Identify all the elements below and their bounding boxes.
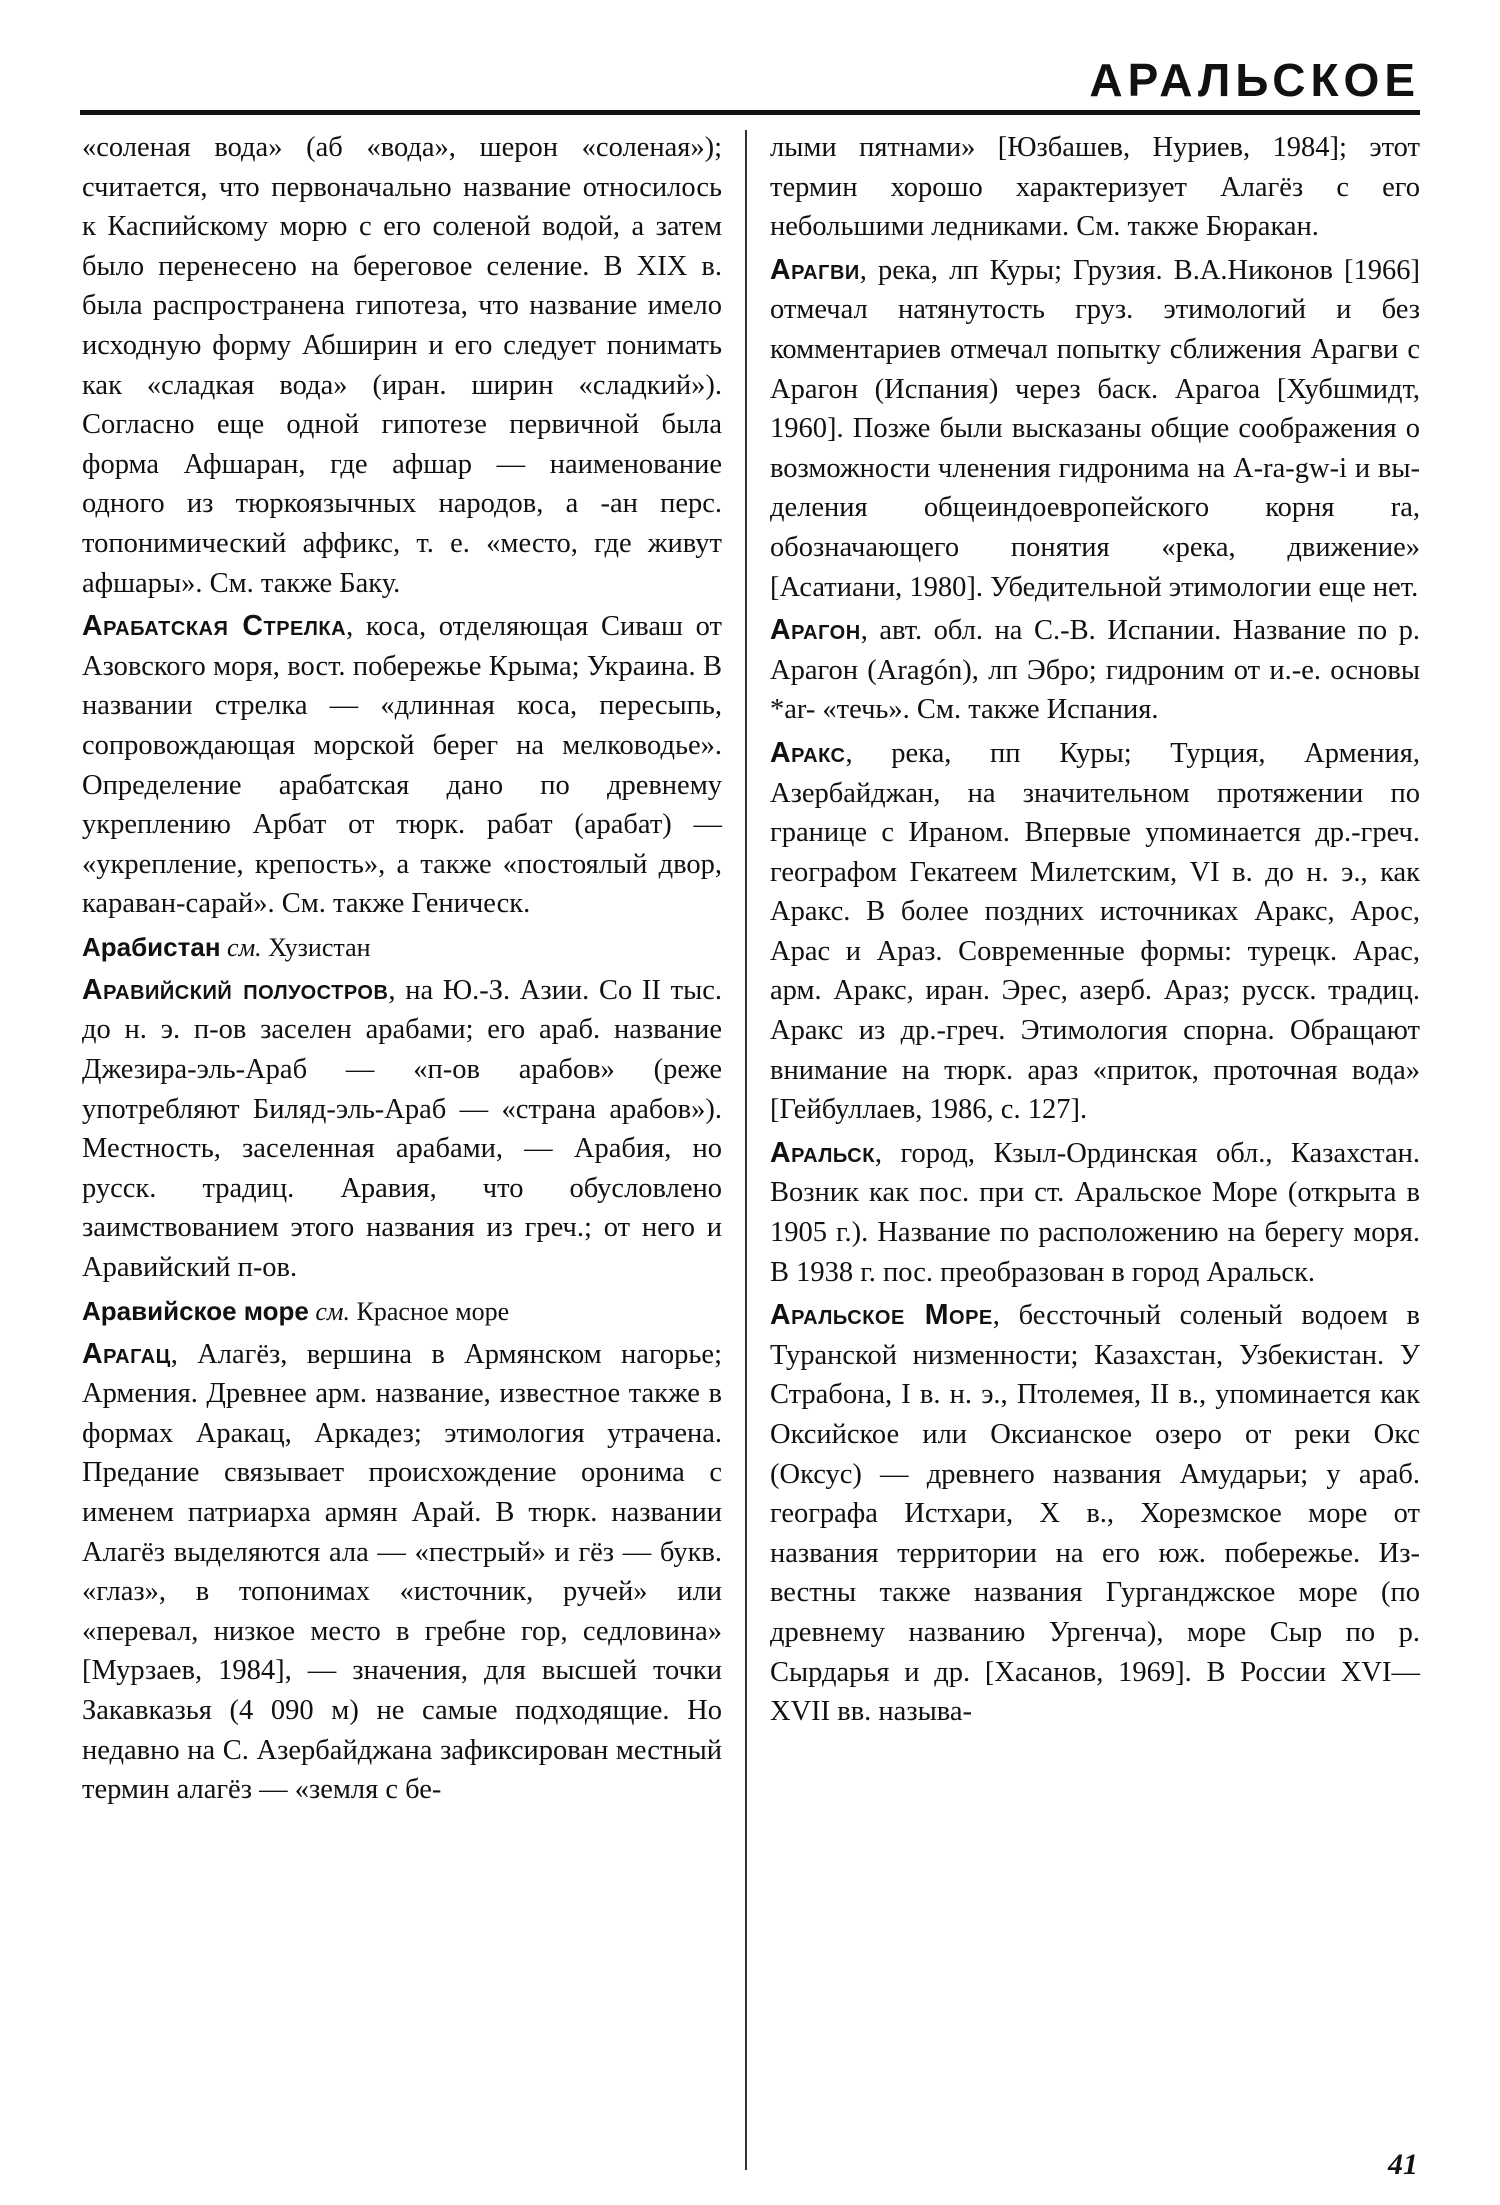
entry-text: , бессточный соленый водоем в Туранской низменности; Казахстан, Узбекистан. У Страбона, I в. н. э., Птолемея, II в., упоминается как Оксийское или Оксианское озеро от реки Окс (Оксус) — древнего названия Амударьи; у араб. географа Истхари, X в., Хорезмское море от названия территории на его юж. побережье. Известны также названия Гурганджское море (по древнему названию Ургенча), море Сыр по р. Сырдарья и др. [Хасанов, 1969]. В России XVI—XVII вв. называ- xyxy=(770,1300,1420,1728)
headword: Аравийский полуостров xyxy=(82,973,389,1006)
column-divider xyxy=(745,130,747,2170)
header-rule xyxy=(80,110,1420,115)
continuation-paragraph: лыми пятнами» [Юзбашев, Нуриев, 1984]; этот термин хорошо характеризует Алагёз с его небольшими ледниками. См. также Бюракан. xyxy=(770,132,1420,243)
headword: Аральск xyxy=(770,1136,875,1169)
right-column xyxy=(770,128,1420,1736)
page-number: 41 xyxy=(1388,2148,1418,2181)
entry-text: , река, пп Куры; Турция, Армения, Азербайджан, на значительном протяжении по границе с Ираном. Впервые упоминается др.-греч. географом Гекатеем Милетским, VI в. до н. э., как Аракс. В более поздних источниках Аракс, Арос, Арас и Араз. Современные формы: турецк. Арас, арм. Аракс, иран. Эрес, азерб. Араз; русск. традиц. Аракс из др.-греч. Этимология спорна. Обращают внимание на тюрк. араз «приток, проточная вода» [Гейбуллаев, 1986, с. 127]. xyxy=(770,737,1420,1126)
entry-araviyskoe-more xyxy=(82,1292,722,1331)
continuation-paragraph: «соленая вода» (аб «вода», шерон «соленая»); считается, что первоначально название относилось к Каспийскому морю с его соленой водой, а затем было перенесено на береговое селение. В XIX в. была распространена гипотеза, что название имело исходную форму Абширин и его следует понимать как «сладкая вода» (иран. ширин «сладкий»). Согласно еще одной гипотезе первичной была форма Афшаран, где афшар — наименование одного из тюркоязычных народов, а -ан перс. топонимический аффикс, т. е. «место, где живут афшары». См. также Баку. xyxy=(82,132,722,599)
headword: Арагац xyxy=(82,1337,171,1370)
headword: Аральское Море xyxy=(770,1299,993,1332)
entry-aragats xyxy=(82,1335,722,1810)
headword: Аравийское море xyxy=(82,1295,309,1326)
headword: Аракс xyxy=(770,736,846,769)
see-reference: см. xyxy=(315,1296,351,1326)
entry-text: , город, Кзыл-Ординская обл., Казахстан. Возник как пос. при ст. Аральское Море (открыта в 1905 г.). Название по расположению на берегу моря. В 1938 г. пос. преобразован в город Аральск. xyxy=(770,1137,1420,1288)
entry-text: , Алагёз, вершина в Армянском нагорье; Армения. Древнее арм. название, известное также в формах Аракац, Аркадез; этимология утрачена. Предание связывает происхождение оронима с именем патриарха армян Арай. В тюрк. названии Алагёз выделяются ала — «пестрый» и гёз — букв. «глаз», в топонимах «источник, ручей» или «перевал, низкое место в гребне гор, седловина» [Мурзаев, 1984], — значения, для высшей точки Закавказья (4 090 м) не самые подходящие. Но недавно на С. Азербайджана зафиксирован местный термин алагёз — «земля с бе- xyxy=(82,1338,722,1806)
entry-text: , коса, отделяющая Сиваш от Азовского моря, вост. побережье Крыма; Украина. В названии стрелка — «длинная коса, пересыпь, сопровождающая морской берег на мелководье». Определение арабатская дано по древнему укреплению Арбат от тюрк. рабат (арабат) — «укрепление, крепость», а также «постоялый двор, караван-сарай». См. также Геническ. xyxy=(82,611,723,920)
see-reference: см. xyxy=(227,932,262,962)
entry-aralsk xyxy=(770,1134,1420,1292)
left-column xyxy=(82,128,722,1814)
running-head: АРАЛЬСКОЕ xyxy=(1089,54,1420,106)
entry-araviyskiy-poluostrov xyxy=(82,971,722,1288)
entry-aragvi xyxy=(770,251,1420,607)
page-header xyxy=(80,50,1420,110)
entry-araks xyxy=(770,734,1420,1130)
entry-aralskoe-more xyxy=(770,1296,1420,1732)
entry-text: , авт. обл. на С.-В. Испании. Название по р. Арагон (Aragón), лп Эбро; гидроним от и.-е. основы *ar- «течь». См. также Испания. xyxy=(770,615,1420,726)
entry-text: , река, лп Куры; Грузия. В.А.Никонов [1966] отмечал натянутость груз. этимологий и без комментариев отмечал попытку сближения Арагви с Арагон (Испания) через баск. Арагоа [Хубшмидт, 1960]. Позже были высказаны общие соображения о возможности членения гидронима на A-ra-gw-i и выделения общеиндоевропейского корня rа, обозначающего понятия «река, движение» [Асатиани, 1980]. Убедительной этимологии еще нет. xyxy=(770,254,1420,603)
headword: Арабатская Стрелка xyxy=(82,610,347,643)
headword: Арабистан xyxy=(82,931,221,962)
headword: Арагон xyxy=(770,614,861,647)
entry-text: , на Ю.-З. Азии. Со II тыс. до н. э. п-ов заселен арабами; его араб. название Джезира-эль-Араб — «п-ов арабов» (реже употребляют Биляд-эль-Араб — «страна арабов»). Местность, заселенная арабами, — Арабия, но русск. традиц. Аравия, что обусловлено заимствованием этого названия из греч.; от него и Аравийский п-ов. xyxy=(82,974,722,1284)
headword: Арагви xyxy=(770,253,860,286)
entry-text: Хузистан xyxy=(261,932,371,962)
entry-text: Красное море xyxy=(350,1296,510,1326)
entry-arabatskaya-strelka xyxy=(82,607,722,924)
entry-aragon xyxy=(770,611,1420,730)
entry-arabistan xyxy=(82,928,722,967)
